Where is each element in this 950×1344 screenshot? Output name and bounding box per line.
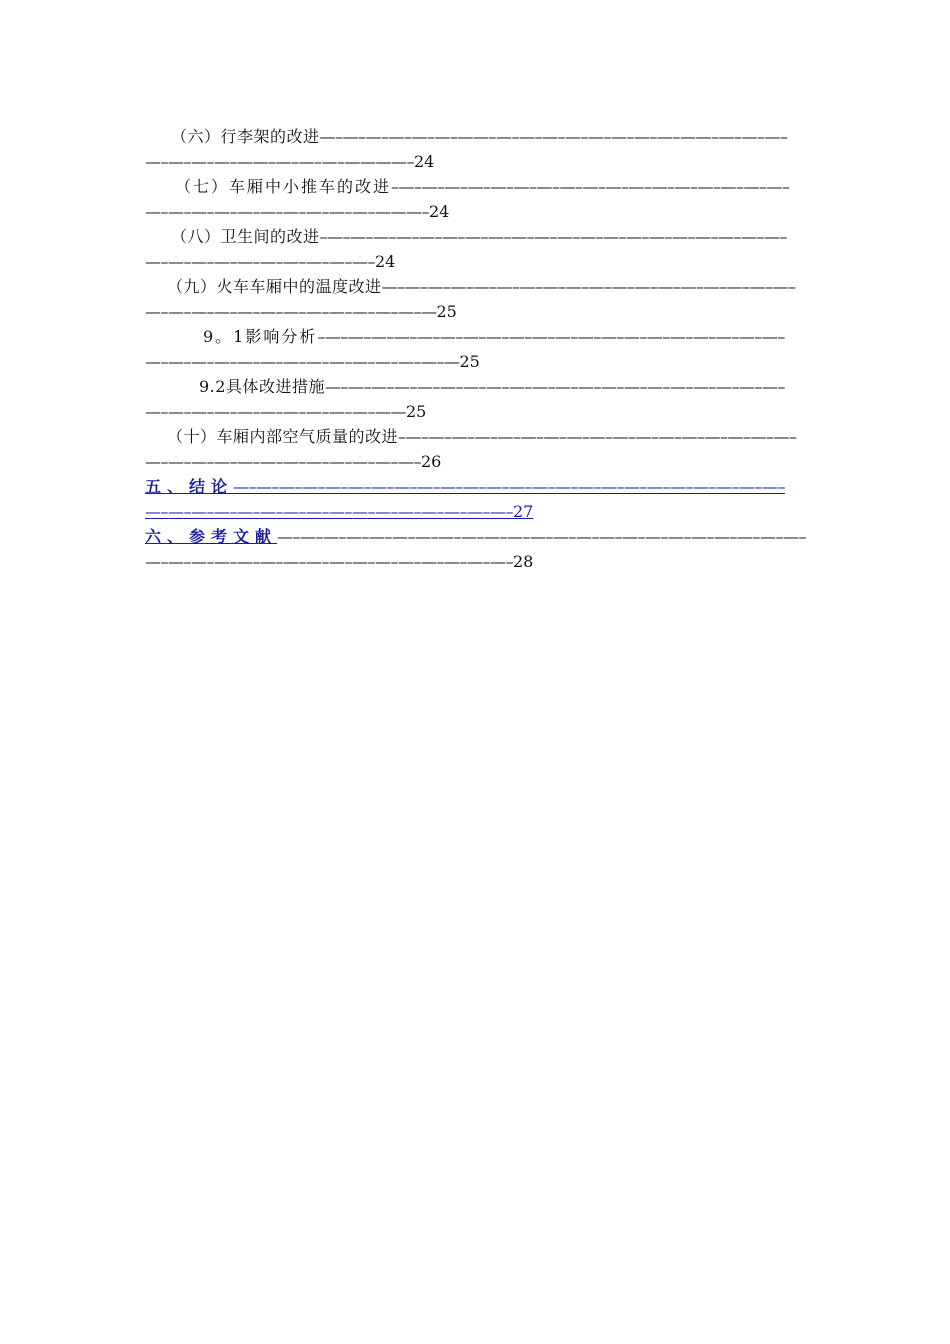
table-of-contents (145, 124, 807, 574)
toc-dot-leader: –—–—–—–—–—–—–—–—–—–—–—–—–—–—–—–—–—–—–—–—–—–—–—–—–—–—–—–———– (145, 177, 790, 221)
toc-page-number: 24 (375, 252, 396, 271)
toc-dot-leader[interactable]: —–—–—–—–—–—–—–—–—–—–—–—–—–—–—–—–—–—–—–—–—–—–—–—–—–—–—–—–—–—–—–—–—–—–—–—–—–—–—–—– (145, 477, 786, 521)
toc-entry-title: 9。1影响分析 (203, 327, 318, 346)
toc-dot-leader: —–—–—–—–—–—–—–—–—–—–—–—–—–—–—–—–—–—–—–—–—–—–—–—–—–—–—–—–—–—–— (145, 277, 796, 321)
toc-dot-leader: –—–—–—–—–—–—–—–—–—–—–—–—–—–—–—–—–—–—–—–—–—–—–—–—–—–—–—–—–—–—–—–—–—–— (145, 327, 785, 371)
toc-page-number: 25 (436, 302, 457, 321)
toc-entry-title: （十）车厢内部空气质量的改进 (167, 427, 399, 446)
toc-dot-leader: –—–—–—–—–—–—–—–—–—–—–—–—–—–—–—–—–—–—–—–—–—–—–—–—–—–—–—–—–—–—– (145, 227, 788, 271)
toc-page-number: 25 (406, 402, 427, 421)
toc-page-number[interactable]: 27 (513, 502, 534, 521)
toc-link-conclusion[interactable] (145, 474, 807, 524)
toc-entry (145, 274, 807, 324)
toc-entry-title: （六）行李架的改进 (171, 127, 320, 146)
toc-dot-leader: —–—–—–—–—–—–——–—–—–—–—–—–—–—–—–——–—–—–—–—–—–—–—–——–—–—–—–————– (145, 127, 788, 171)
toc-page-number: 24 (414, 152, 435, 171)
toc-dot-leader: —–—–—–—–—–—–—–—–—–—–—–—–—–—–—–—–—–—–—–—–—–—–—–—–—–—–—–—–—–—–—–—–—–—–—–—–—–—–—– (145, 527, 807, 571)
toc-entry-title: （九）火车车厢中的温度改进 (167, 277, 382, 296)
toc-entry (145, 124, 807, 174)
toc-entry-title: （八）卫生间的改进 (171, 227, 320, 246)
toc-page-number: 24 (429, 202, 450, 221)
toc-entry (145, 424, 807, 474)
toc-link-references[interactable] (145, 524, 807, 574)
toc-entry-title: （七）车厢中小推车的改进 (175, 177, 392, 196)
toc-page-number: 26 (421, 452, 442, 471)
toc-entry (145, 224, 807, 274)
toc-entry-title: 9.2具体改进措施 (199, 377, 325, 396)
toc-dot-leader: –—–—–—–—–—–—–—–—–—–—–—–—–—–—–—–—–—–—–—–—–—–—–—–—–—–—–—–—–—– (145, 427, 797, 471)
toc-entry-title[interactable]: 五、结论 (145, 477, 234, 496)
toc-page-number: 25 (459, 352, 480, 371)
toc-entry (145, 374, 807, 424)
toc-page-number: 28 (513, 552, 534, 571)
toc-dot-leader: —–—–—–—–—–—–—–—–—–—–—–—–—–—–—–—–—–—–—–—–—–—–—–—–—–—–—–—–—–—–—— (145, 377, 785, 421)
toc-entry-title[interactable]: 六、参考文献 (145, 527, 278, 546)
toc-entry (145, 174, 807, 224)
toc-entry (145, 324, 807, 374)
